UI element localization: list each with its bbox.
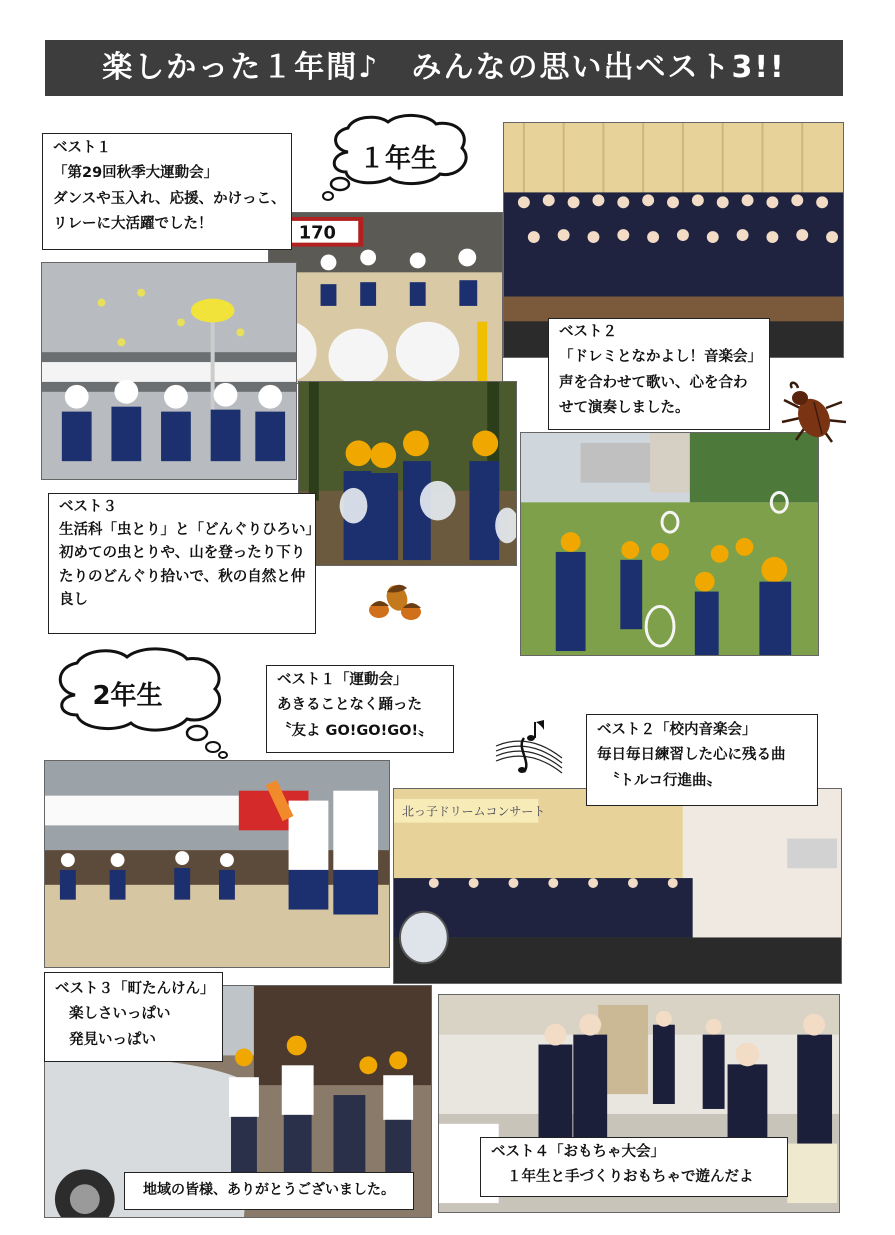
grade1-label: １年生 [358, 144, 437, 174]
g2-best1-text: あきることなく踊った [277, 697, 422, 714]
best3-event: 生活科「虫とり」と「どんぐりひろい」 [59, 522, 320, 539]
scoreboard-number: 170 [298, 222, 336, 244]
photo-bug-catching [520, 432, 819, 656]
g2-best2-heading: ベスト２「校内音楽会」 [597, 722, 757, 738]
music-note-icon [494, 718, 564, 780]
g2-best1-text: 〝友よ GO!GO!GO!〟 [277, 722, 433, 739]
best2-text: 声を合わせて歌い、心を合わ [559, 374, 748, 391]
grade2-best3-box [44, 972, 223, 1062]
page-title: 楽しかった１年間♪ みんなの思い出ベスト3!! [45, 40, 843, 96]
g2-best3-text: 発見いっぱい [69, 1031, 156, 1048]
g2-best3-heading: ベスト３「町たんけん」 [55, 981, 215, 997]
best3-text: 良し [59, 591, 88, 608]
best2-heading: ベスト２ [559, 324, 617, 340]
g2-best4-heading: ベスト４「おもちゃ大会」 [491, 1144, 665, 1160]
photo-ball-toss [41, 262, 297, 480]
best1-event: 「第29回秋季大運動会」 [53, 165, 219, 182]
best3-text: たりのどんぐり拾いで、秋の自然と仲 [59, 568, 306, 585]
g2-best4-text: １年生と手づくりおもちゃで遊んだよ [507, 1169, 754, 1186]
photo-acorn-picking [298, 381, 517, 566]
g2-best1-heading: ベスト１「運動会」 [277, 672, 408, 688]
best1-text: ダンスや玉入れ、応援、かけっこ、 [53, 190, 286, 207]
grade1-best3-box [48, 493, 320, 634]
g2-best3-text: 楽しさいっぱい [69, 1006, 171, 1023]
g2-best2-text: 毎日毎日練習した心に残る曲 [597, 747, 786, 764]
grade1-best2-box [548, 318, 770, 430]
photo-grade2-sports-dance [44, 760, 390, 968]
grade2-label: 2年生 [92, 681, 163, 711]
g2-best2-text: 〝トルコ行進曲〟 [605, 772, 721, 789]
grade1-best1-box [42, 133, 292, 250]
best3-heading: ベスト３ [59, 499, 117, 515]
beetle-icon [778, 378, 850, 450]
best1-text: リレーに大活躍でした！ [53, 216, 213, 233]
photo-sports-day-run [268, 212, 503, 384]
grade2-best2-box [586, 714, 818, 806]
grade2-best1-box [266, 665, 454, 753]
grade2-best4-box [480, 1137, 788, 1197]
photo-grade2-concert-hall [393, 788, 842, 984]
thanks-text: 地域の皆様、ありがとうございました。 [143, 1182, 395, 1198]
best2-text: せて演奏しました。 [559, 400, 690, 417]
acorn-icon [365, 578, 425, 623]
svg-text:北っ子ドリームコンサート: 北っ子ドリームコンサート [401, 804, 546, 819]
best2-event: 「ドレミとなかよし！音楽会」 [559, 349, 762, 366]
grade1-cloud [318, 112, 478, 204]
thanks-box [124, 1172, 414, 1210]
grade2-cloud [45, 645, 230, 760]
best3-text: 初めての虫とりや、山を登ったり下り [59, 545, 306, 562]
best1-heading: ベスト１ [53, 140, 111, 156]
